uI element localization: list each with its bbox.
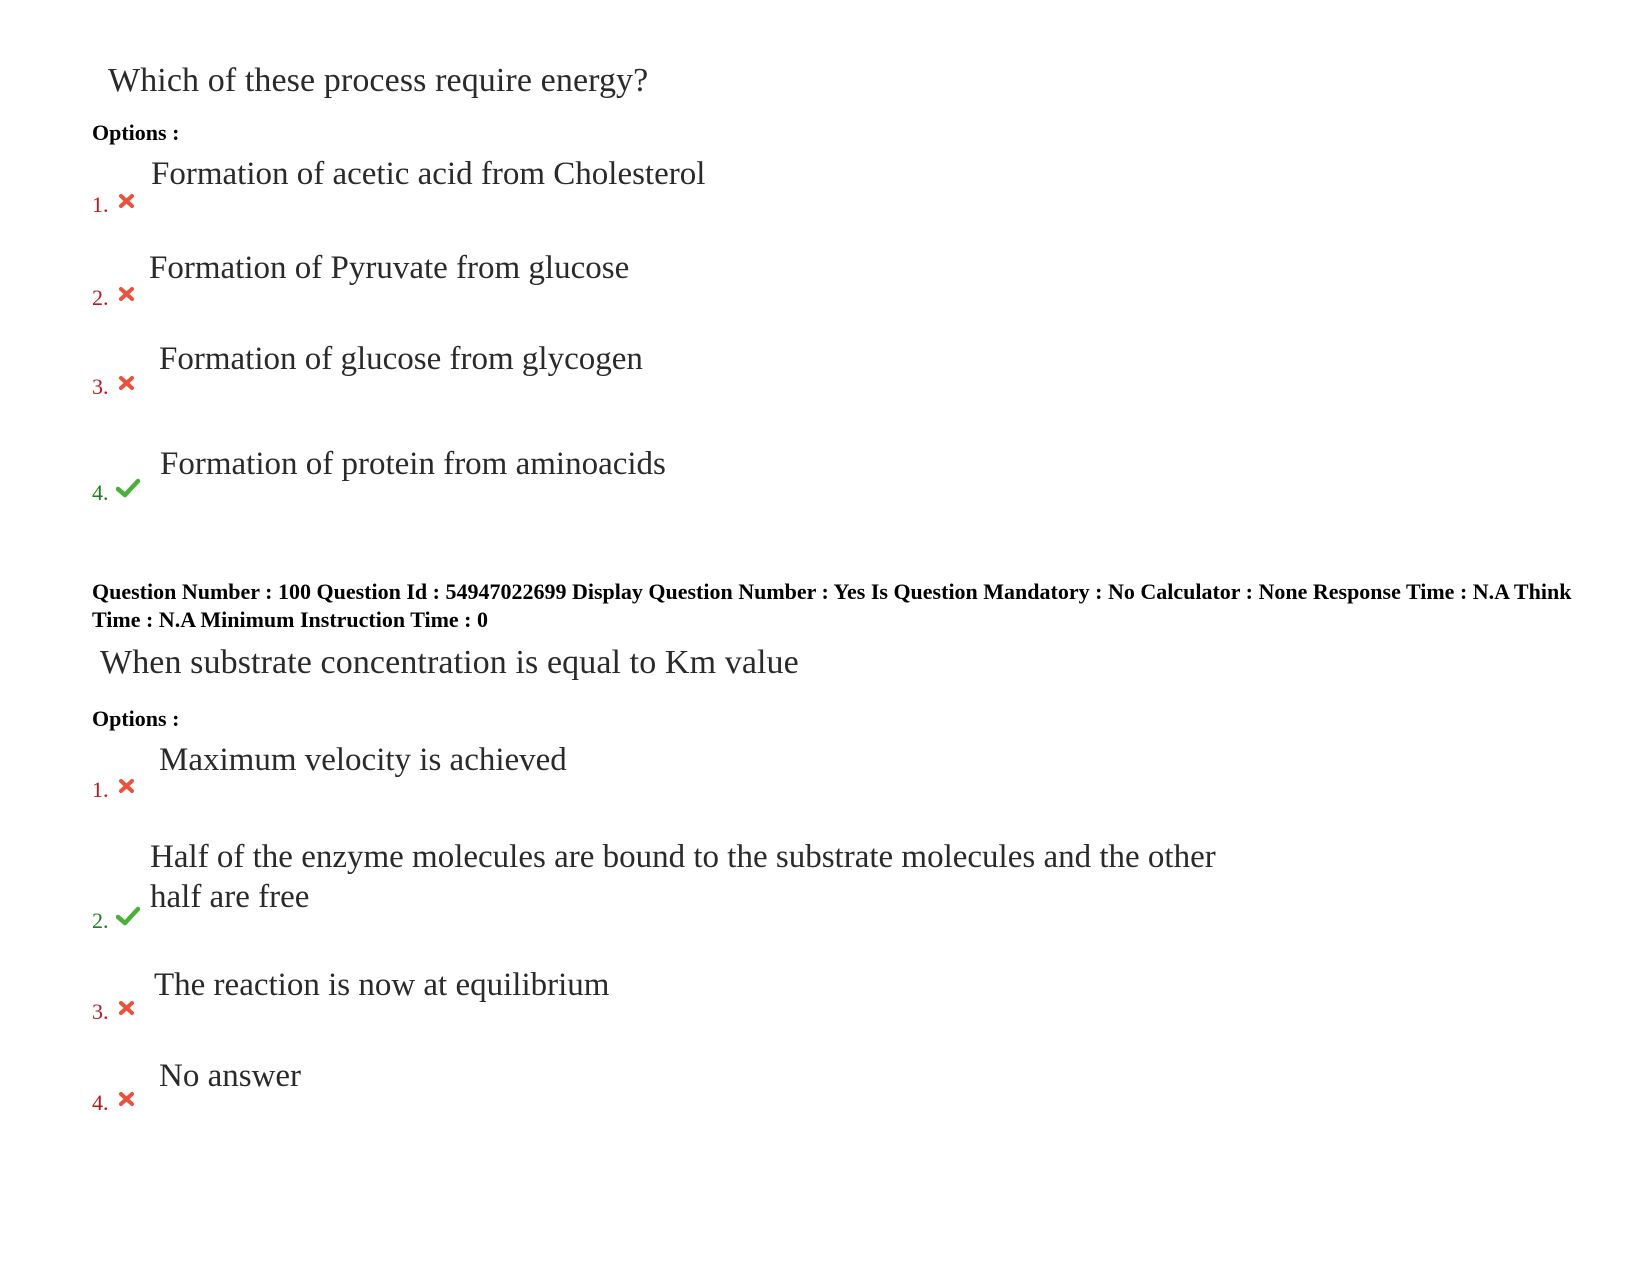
option-number: 2. [92, 285, 109, 310]
option-text: Formation of acetic acid from Cholesterol [151, 156, 706, 192]
option-number: 3. [92, 374, 109, 399]
option-text: Formation of glucose from glycogen [159, 341, 643, 377]
cross-icon [117, 284, 137, 304]
option-text: No answer [159, 1058, 302, 1094]
option-text: Formation of protein from aminoacids [160, 446, 666, 482]
cross-icon [117, 776, 137, 796]
question-text: Which of these process require energy? [108, 62, 649, 99]
option-text: Formation of Pyruvate from glucose [149, 250, 630, 286]
options-label: Options : [92, 120, 180, 145]
option-number: 4. [92, 1090, 109, 1115]
option-number: 1. [92, 777, 109, 802]
check-icon [116, 478, 140, 498]
question-text: When substrate concentration is equal to Km value [100, 644, 799, 681]
option-text: The reaction is now at equilibrium [154, 967, 610, 1003]
option-text: Maximum velocity is achieved [159, 742, 567, 778]
cross-icon [117, 998, 137, 1018]
option-number: 4. [92, 480, 109, 505]
check-icon [116, 906, 140, 926]
option-number: 3. [92, 999, 109, 1024]
question-metadata: Question Number : 100 Question Id : 54947022699 Display Question Number : Yes Is Question Mandatory : No Calculator : None Response Time : N.A Think Time : N.A Minimum Instruction Time : 0 [92, 579, 1572, 632]
cross-icon [117, 191, 137, 211]
option-text: Half of the enzyme molecules are bound to the substrate molecules and the other half are free [150, 839, 1216, 915]
cross-icon [117, 1089, 137, 1109]
option-number: 2. [92, 908, 109, 933]
options-label: Options : [92, 706, 180, 731]
cross-icon [117, 373, 137, 393]
option-number: 1. [92, 192, 109, 217]
